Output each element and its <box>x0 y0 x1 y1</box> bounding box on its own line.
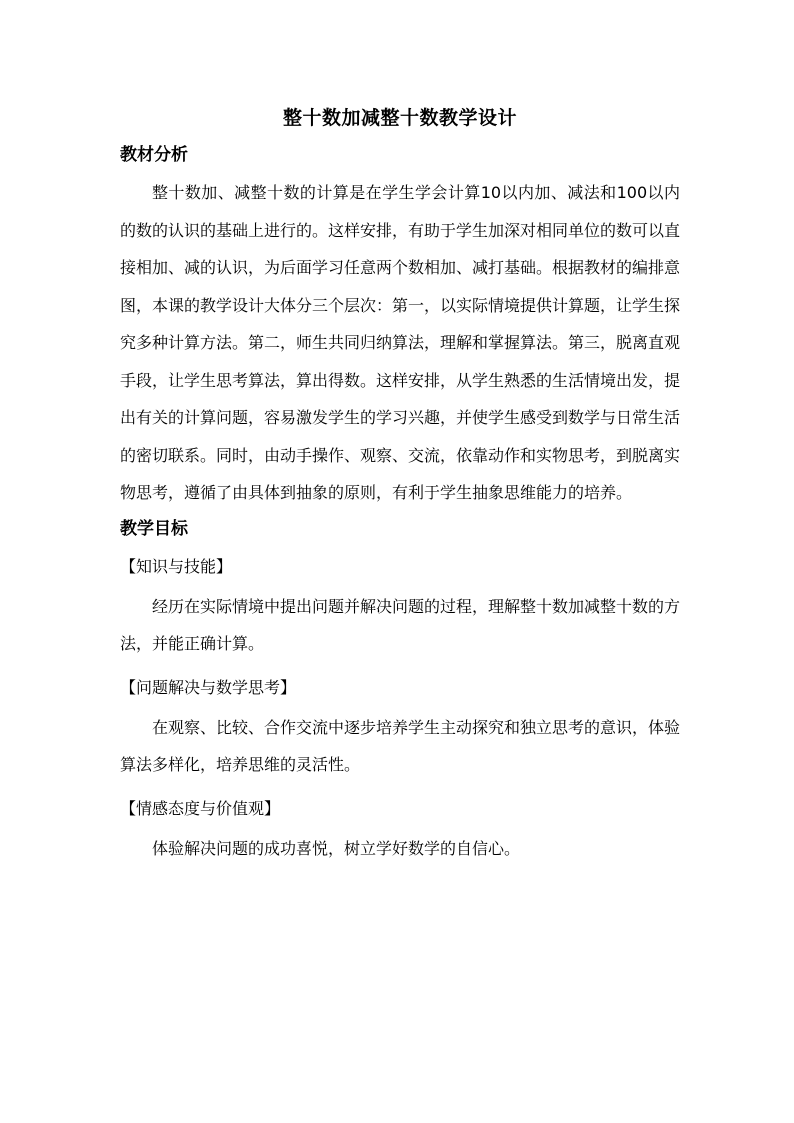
goal-label-attitude: 【情感态度与价值观】 <box>120 798 281 818</box>
goal-text-attitude: 体验解决问题的成功喜悦，树立学好数学的自信心。 <box>152 838 521 858</box>
analysis-paragraph: 整十数加、减整十数的计算是在学生学会计算10以内加、减法和100以内的数的认识的基础上进行的。这样安排，有助于学生加深对相同单位的数可以直接相加、减的认识，为后面学习任意两个数相加、减打基础。根据教材的编排意图，本课的教学设计大体分三个层次：第一，以实际情境提供计算题，让学生探究多种计算方法。第二，师生共同归纳算法，理解和掌握算法。第三，脱离直观手段，让学生思考算法，算出得数。这样安排，从学生熟悉的生活情境出发，提出有关的计算问题，容易激发学生的学习兴趣，并使学生感受到数学与日常生活的密切联系。同时，由动手操作、观察、交流，依靠动作和实物思考，到脱离实物思考，遵循了由具体到抽象的原则，有利于学生抽象思维能力的培养。 <box>120 183 681 502</box>
section-heading-analysis: 教材分析 <box>120 145 188 165</box>
goal-label-knowledge: 【知识与技能】 <box>120 556 233 576</box>
page-title: 整十数加减整十数教学设计 <box>282 107 517 129</box>
goal-text-problem-solving: 在观察、比较、合作交流中逐步培养学生主动探究和独立思考的意识，体验算法多样化，培养思维的灵活性。 <box>120 717 681 774</box>
goal-text-knowledge: 经历在实际情境中提出问题并解决问题的过程，理解整十数加减整十数的方法，并能正确计算。 <box>120 596 681 653</box>
goal-label-problem-solving: 【问题解决与数学思考】 <box>120 677 297 697</box>
section-heading-goals: 教学目标 <box>120 518 188 539</box>
document-body <box>120 104 680 869</box>
